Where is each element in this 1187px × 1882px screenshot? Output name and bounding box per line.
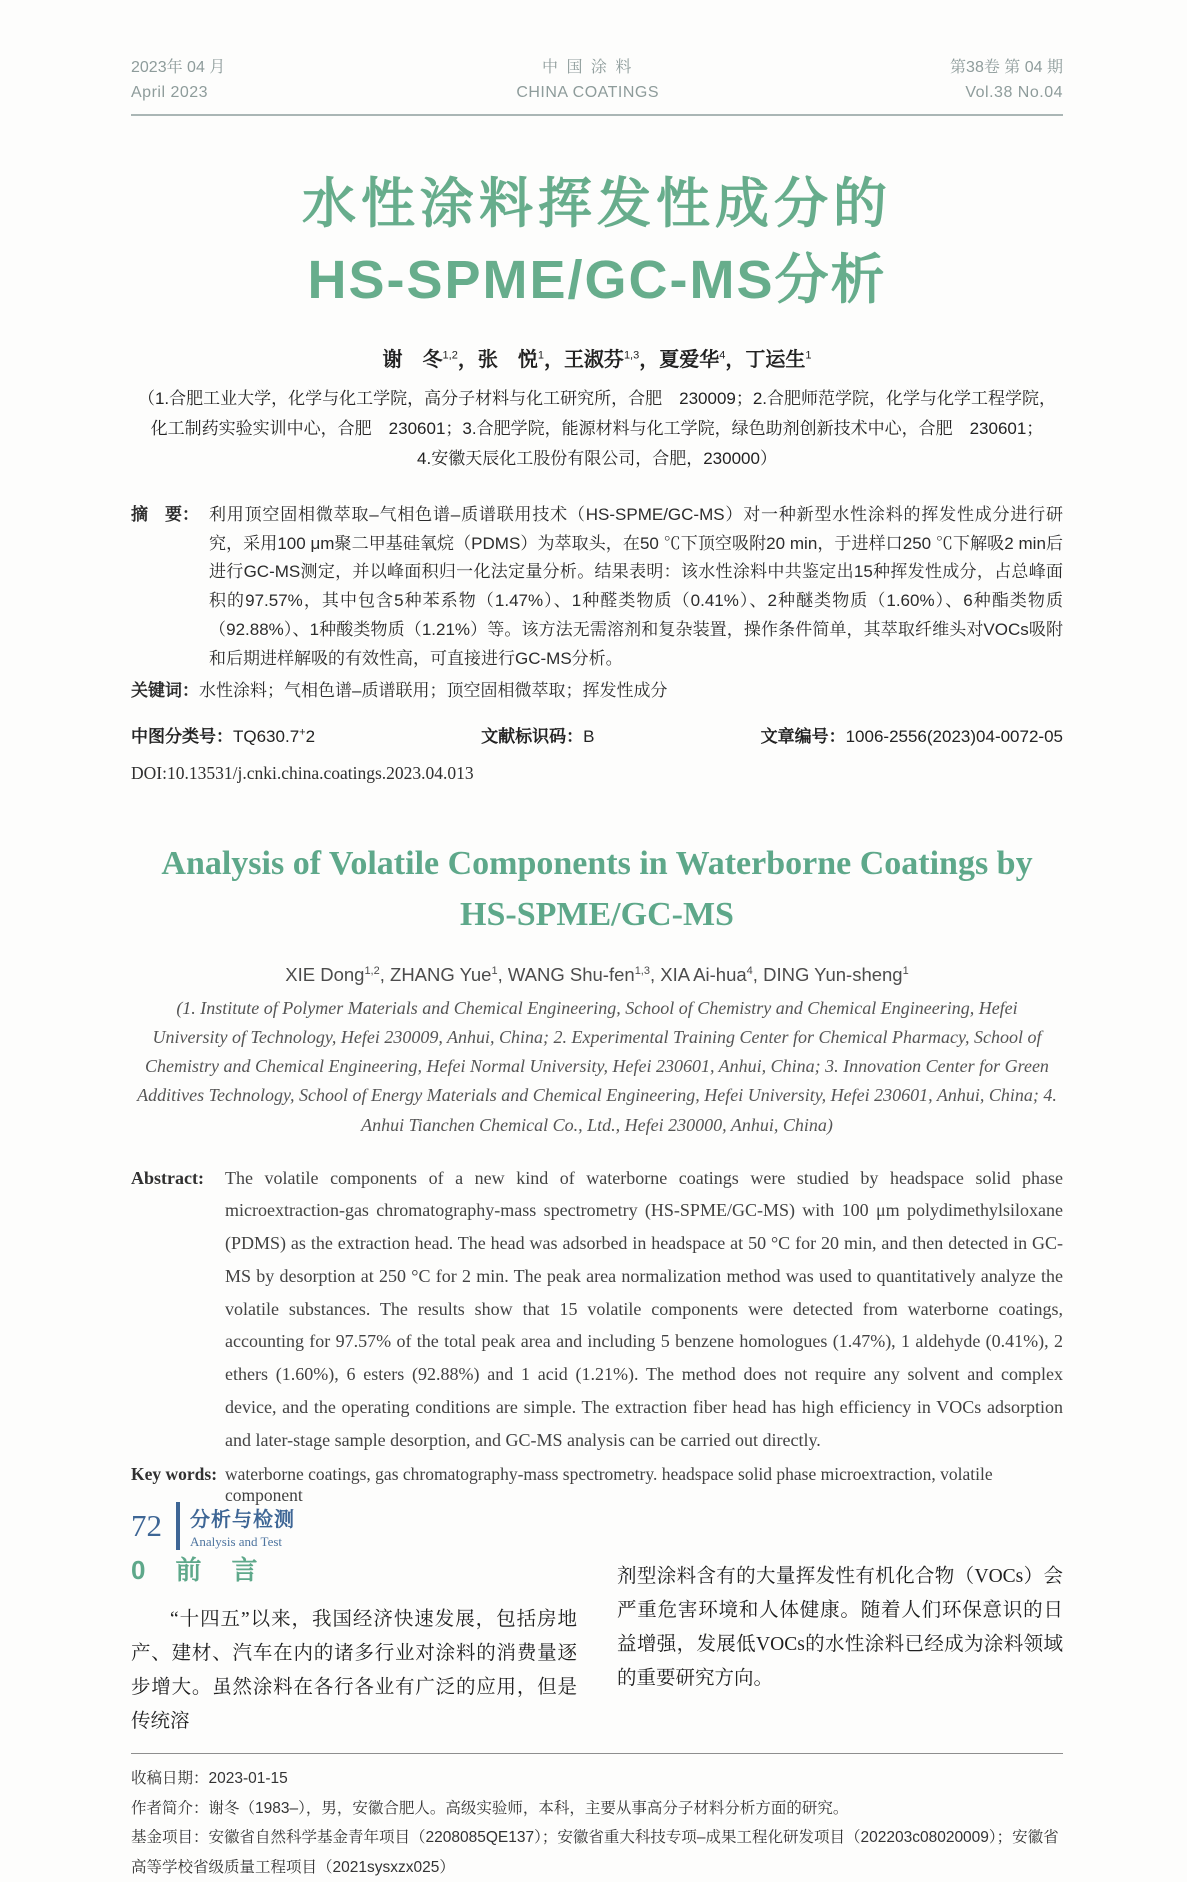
author-en — [660, 964, 763, 985]
abstract-cn-text: 利用顶空固相微萃取–气相色谱–质谱联用技术（HS-SPME/GC-MS）对一种新型水性涂料的挥发性成分进行研究，采用100 μm聚二甲基硅氧烷（PDMS）为萃取头，在50 ℃下顶空吸附20 min，于进样口250 ℃下解吸2 min后进行GC-MS测定，并以峰面积归一化法定量分析。结果表明：该水性涂料中共鉴定出15种挥发性成分，占总峰面积的97.57%，其中包含5种苯系物（1.47%）、1种醛类物质（0.41%）、2种醚类物质（1.60%）、6种酯类物质（92.88%）、1种酸类物质（1.21%）等。该方法无需溶剂和复杂装置，操作条件简单，其萃取纤维头对VOCs吸附和后期进样解吸的有效性高，可直接进行GC-MS分析。 — [209, 504, 1063, 669]
article-title-cn-line1: 水性涂料挥发性成分的 — [302, 173, 892, 234]
intro-right-column — [617, 1550, 1063, 1739]
author-superscript: 1,2 — [442, 349, 458, 362]
author-cn — [478, 349, 564, 371]
header-issue — [950, 56, 1063, 106]
author-superscript: 1 — [805, 349, 812, 362]
document-code-value: B — [583, 726, 595, 746]
footnote-text: 安徽省自然科学基金青年项目（2208085QE137）；安徽省重大科技专项–成果工程化研发项目（202203c08020009）；安徽省高等学校省级质量工程项目（2021sysxzx025） — [131, 1829, 1059, 1876]
doi: DOI:10.13531/j.cnki.china.coatings.2023.04.013 — [131, 762, 474, 783]
article-title-en — [131, 838, 1063, 940]
author-name: 谢 冬 — [382, 348, 443, 371]
abstract-en-text: The volatile components of a new kind of waterborne coatings were studied by headspace solid phase microextraction-gas chromatography-mass spectrometry (HS-SPME/GC-MS) with 100 μm polydimethylsiloxane (PDMS) as the extraction head. The head was adsorbed in headspace at 50 °C for 20 min, and then detected in GC-MS by desorption at 250 °C for 2 min. The peak area normalization method was used to quantitatively analyze the volatile substances. The results show that 15 volatile components were detected from waterborne coatings, accounting for 97.57% of the total peak area and including 5 benzene homologues (1.47%), 1 aldehyde (0.41%), 2 ethers (1.60%), 6 esters (92.88%) and 1 acid (1.21%). The method does not require any solvent and complex device, and the operating conditions are simple. The extraction fiber head has high efficiency in VOCs adsorption and later-stage sample desorption, and GC-MS analysis can be carried out directly. — [225, 1167, 1063, 1450]
author-cn — [564, 349, 659, 371]
author-name: 张 悦 — [477, 348, 538, 371]
author-separator: ， — [543, 348, 564, 371]
footnote-received-date — [131, 1764, 1063, 1793]
footer-section-en: Analysis and Test — [190, 1533, 283, 1549]
authors-cn — [131, 343, 1063, 372]
author-cn — [659, 349, 745, 371]
author-name: 丁运生 — [745, 348, 806, 371]
author-separator: ， — [725, 348, 746, 371]
author-name: 王淑芬 — [563, 348, 624, 371]
footnotes — [131, 1764, 1063, 1882]
author-superscript: 1,3 — [623, 349, 640, 362]
intro-paragraph-right: 剂型涂料含有的大量挥发性有机化合物（VOCs）会严重危害环境和人体健康。随着人们环保意识的日益增强，发展低VOCs的水性涂料已经成为涂料领域的重要研究方向。 — [617, 1566, 1063, 1690]
author-name: DING Yun-sheng — [763, 963, 903, 985]
article-id-value: 1006-2556(2023)04-0072-05 — [845, 726, 1063, 746]
author-superscript: 1,2 — [364, 964, 380, 977]
footnote-funding — [131, 1823, 1063, 1882]
header-journal-cn: 中 国 涂 料 — [542, 59, 634, 76]
abstract-en — [131, 1162, 1063, 1457]
header-date-cn: 2023年 04 月 — [131, 59, 226, 76]
author-superscript: 1 — [902, 964, 909, 977]
clc-superscript: + — [299, 726, 306, 739]
affiliation-cn-line: 化工制药实验实训中心，合肥 230601；3.合肥学院，能源材料与化工学院，绿色助剂创新技术中心，合肥 230601； — [150, 419, 1044, 439]
footnote-label: 基金项目： — [131, 1829, 209, 1847]
keywords-en-text: waterborne coatings, gas chromatography-mass spectrometry. headspace solid phase microextraction, volatile component — [225, 1464, 993, 1506]
intro-paragraph-left: “十四五”以来，我国经济快速发展，包括房地产、建材、汽车在内的诸多行业对涂料的消费量逐步增大。虽然涂料在各行各业有广泛的应用，但是传统溶 — [131, 1609, 577, 1733]
section-heading: 0 前 言 — [131, 1555, 260, 1586]
keywords-cn — [131, 677, 1063, 706]
article-meta-row — [131, 722, 1063, 747]
footnote-divider — [131, 1753, 1063, 1754]
author-separator: , — [497, 963, 508, 985]
clc-label: 中图分类号： — [131, 726, 233, 746]
header-date — [131, 56, 225, 106]
author-separator: ， — [457, 348, 478, 371]
abstract-cn — [131, 501, 1063, 674]
header-journal — [516, 56, 659, 106]
author-name: ZHANG Yue — [390, 963, 492, 985]
keywords-en-label: Key words: — [131, 1464, 218, 1485]
author-separator: , — [649, 963, 661, 985]
clc-tail: 2 — [305, 726, 316, 746]
author-name: XIE Dong — [285, 963, 365, 985]
abstract-en-label: Abstract: — [131, 1167, 204, 1188]
affiliation-en: (1. Institute of Polymer Materials and Chemical Engineering, School of Chemistry and Chemical Engineering, Hefei University of Technology, Hefei 230009, Anhui, China; 2. Experimental Training Center for Chemical Pharmacy, School of Chemistry and Chemical Engineering, Hefei Normal University, Hefei 230601, Anhui, China; 3. Innovation Center for Green Additives Technology, School of Energy Materials and Chemical Engineering, Hefei University, Hefei 230601, Anhui, China; 4. Anhui Tianchen Chemical Co., Ltd., Hefei 230000, Anhui, China) — [137, 997, 1057, 1135]
author-en — [763, 964, 909, 985]
footnote-label: 作者简介： — [131, 1799, 209, 1817]
author-superscript: 4 — [719, 349, 726, 362]
abstract-cn-label: 摘 要： — [131, 504, 199, 524]
keywords-en — [131, 1464, 1063, 1506]
article-title-cn-line2: HS-SPME/GC-MS分析 — [307, 250, 887, 311]
keywords-cn-text: 水性涂料；气相色谱–质谱联用；顶空固相微萃取；挥发性成分 — [199, 681, 668, 701]
footnote-text: 2023-01-15 — [208, 1770, 288, 1788]
footnote-author-bio — [131, 1794, 1063, 1823]
author-cn — [745, 349, 811, 371]
page-footer — [131, 1502, 295, 1550]
affiliations-cn — [131, 384, 1063, 475]
article-id-label: 文章编号： — [760, 726, 846, 746]
intro-left-column — [131, 1550, 577, 1739]
journal-header — [131, 56, 1063, 116]
author-superscript: 1 — [491, 964, 498, 977]
author-separator: ， — [639, 348, 660, 371]
author-separator: , — [752, 963, 764, 985]
article-title-en-line1: Analysis of Volatile Components in Waterborne Coatings by — [161, 844, 1033, 882]
author-superscript: 4 — [746, 964, 753, 977]
footer-section-cn: 分析与检测 — [190, 1508, 295, 1531]
author-en — [508, 964, 660, 985]
introduction-section — [131, 1550, 1063, 1739]
author-name: WANG Shu-fen — [507, 963, 635, 985]
author-separator: , — [379, 963, 391, 985]
author-en — [285, 964, 390, 985]
document-code — [481, 722, 594, 747]
clc-number — [131, 722, 315, 747]
author-name: 夏爱华 — [659, 348, 720, 371]
affiliation-cn-line: 4.安徽天辰化工股份有限公司，合肥，230000） — [417, 449, 777, 469]
article-id — [761, 722, 1063, 747]
author-name: XIA Ai-hua — [660, 963, 747, 985]
authors-en — [131, 964, 1063, 986]
article-title-cn — [131, 166, 1063, 319]
footer-section — [190, 1503, 295, 1550]
header-journal-en: CHINA COATINGS — [516, 83, 660, 101]
affiliation-cn-line: （1.合肥工业大学，化学与化工学院，高分子材料与化工研究所，合肥 230009；2.合肥师范学院，化学与化学工程学院， — [137, 388, 1057, 408]
article-title-en-line2: HS-SPME/GC-MS — [460, 895, 734, 933]
header-issue-en: Vol.38 No.04 — [965, 83, 1063, 101]
footnote-text: 谢冬（1983–），男，安徽合肥人。高级实验师，本科，主要从事高分子材料分析方面的研究。 — [208, 1799, 849, 1817]
header-issue-cn: 第38卷 第 04 期 — [950, 59, 1063, 76]
author-superscript: 1,3 — [634, 964, 650, 977]
keywords-cn-label: 关键词： — [131, 681, 199, 701]
author-cn — [383, 349, 478, 371]
header-date-en: April 2023 — [131, 83, 209, 101]
author-en — [390, 964, 508, 985]
footnote-label: 收稿日期： — [131, 1770, 209, 1788]
document-code-label: 文献标识码： — [481, 726, 584, 746]
clc-value: TQ630.7 — [233, 726, 300, 746]
footer-divider-bar — [176, 1502, 180, 1550]
page-number: 72 — [131, 1508, 162, 1543]
author-superscript: 1 — [537, 349, 544, 362]
